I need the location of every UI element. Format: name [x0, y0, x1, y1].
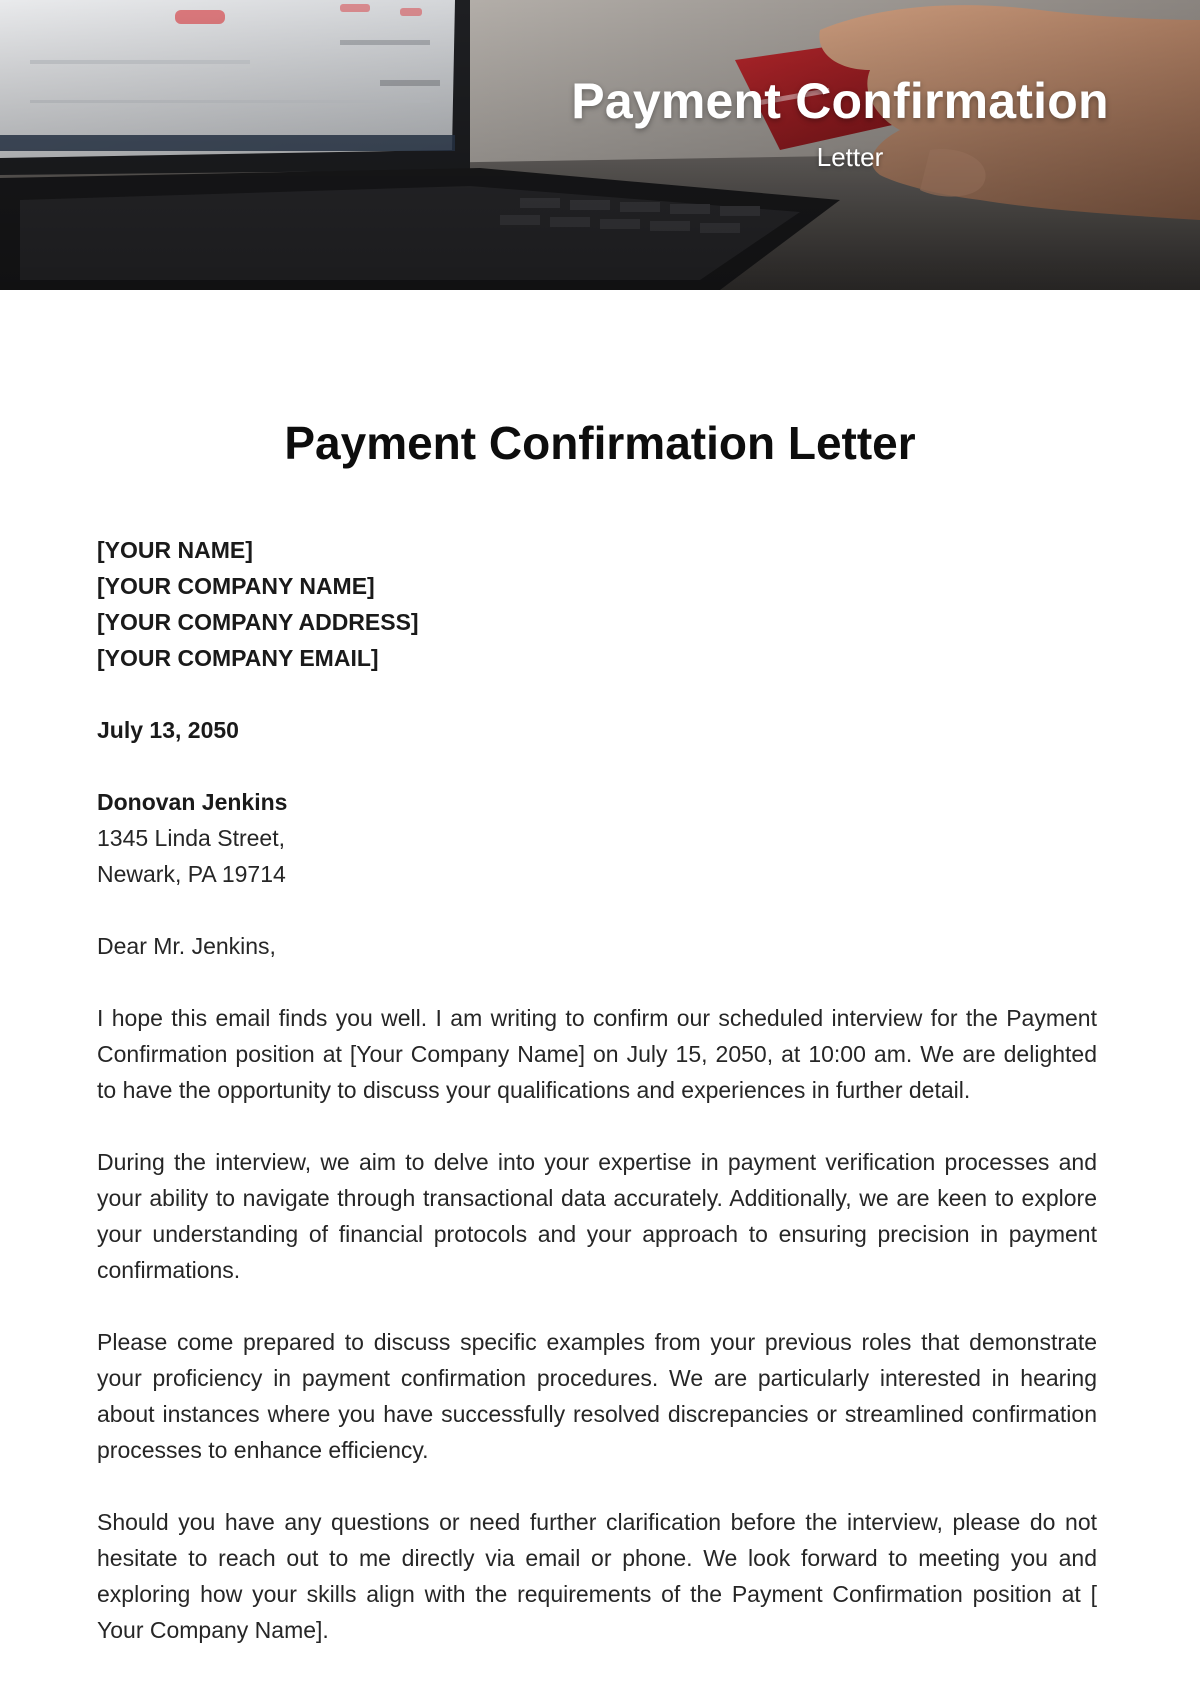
paragraph: Should you have any questions or need further clarification before the interview, please do not hesitate to reach out to me directly via email or phone. We look forward to meeting you and exploring how your skills align with the requirements of the Payment Confirmation position at [ Your Company Name]. — [97, 1509, 1097, 1643]
sender-block — [97, 532, 1097, 676]
salutation: Dear Mr. Jenkins, — [97, 933, 276, 959]
recipient-block — [97, 784, 1097, 892]
paragraph: During the interview, we aim to delve into your expertise in payment verification processes and your ability to navigate through transactional data accurately. Additionally, we are keen to explore your understanding of financial protocols and your approach to ensuring precision in payment confirmations. — [97, 1149, 1097, 1283]
sender-address: [YOUR COMPANY ADDRESS] — [97, 609, 419, 635]
paragraph: Please come prepared to discuss specific examples from your previous roles that demonstrate your proficiency in payment confirmation procedures. We are particularly interested in hearing about instances where you have successfully resolved discrepancies or streamlined confirmation processes to enhance efficiency. — [97, 1329, 1097, 1463]
sender-company: [YOUR COMPANY NAME] — [97, 573, 375, 599]
recipient-name: Donovan Jenkins — [97, 789, 288, 815]
letter-body — [97, 532, 1097, 1648]
recipient-street: 1345 Linda Street, — [97, 825, 285, 851]
header-banner — [0, 0, 1200, 290]
letter-date: July 13, 2050 — [97, 717, 239, 743]
recipient-city: Newark, PA 19714 — [97, 861, 286, 887]
banner-title: Payment Confirmation — [571, 73, 1109, 129]
sender-name: [YOUR NAME] — [97, 537, 253, 563]
page-title: Payment Confirmation Letter — [284, 417, 916, 469]
sender-email: [YOUR COMPANY EMAIL] — [97, 645, 379, 671]
paragraph: I hope this email finds you well. I am writing to confirm our scheduled interview for the Payment Confirmation position at [Your Company Name] on July 15, 2050, at 10:00 am. We are delighted to have the opportunity to discuss your qualifications and experiences in further detail. — [97, 1005, 1097, 1103]
banner-subtitle: Letter — [816, 142, 884, 172]
